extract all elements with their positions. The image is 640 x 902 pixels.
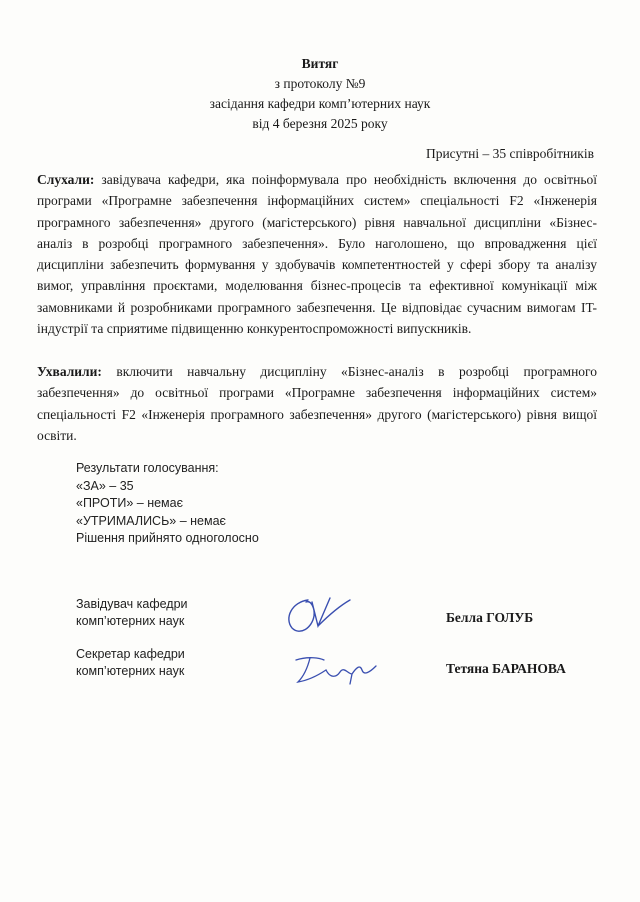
document-header	[0, 54, 640, 134]
resolved-text: включити навчальну дисципліну «Бізнес-аналіз в розробці програмного забезпечення» до освітньої програми «Програмне забезпечення інформаційних систем» спеціальності F2 «Інженерія програмного забезпечення» другого (магістерського) рівня вищої освіти.	[37, 364, 597, 443]
heard-paragraph	[37, 169, 597, 339]
resolved-label: Ухвалили:	[37, 364, 102, 379]
head-role-line1: Завідувач кафедри	[76, 597, 188, 611]
attendance: Присутні – 35 співробітників	[425, 146, 594, 161]
secretary-name: Тетяна БАРАНОВА	[446, 661, 566, 676]
head-role-line2: комп’ютерних наук	[76, 614, 185, 628]
voting-title: Результати голосування:	[76, 461, 219, 475]
heard-text: завідувача кафедри, яка поінформувала про необхідність включення до освітньої програми «Програмне забезпечення інформаційних систем» спеціальності F2 «Інженерія програмного забезпечення» другого (магістерського) рівня навчальної дисципліни «Бізнес-аналіз в розробці програмного забезпечення». Було наголошено, що впровадження цієї дисципліни забезпечить формування у здобувачів компетентностей у сфері збору та аналізу вимог, управління проєктами, моделювання бізнес-процесів та ефективної комунікації між замовниками й розробниками програмного забезпечення. Це відповідає сучасним вимогам IT-індустрії та сприятиме підвищенню конкурентоспроможності випускників.	[37, 172, 597, 337]
protocol-line: з протоколу №9	[274, 76, 366, 91]
vote-for: «ЗА» – 35	[76, 478, 134, 493]
head-role	[76, 596, 188, 630]
secretary-role-line2: комп’ютерних наук	[76, 664, 185, 678]
secretary-signature-image	[290, 652, 390, 688]
voting-results	[76, 460, 259, 548]
resolved-paragraph	[37, 361, 597, 446]
date-line: від 4 березня 2025 року	[252, 116, 388, 131]
secretary-role-line1: Секретар кафедри	[76, 647, 185, 661]
heard-label: Слухали:	[37, 172, 95, 187]
vote-decision: Рішення прийнято одноголосно	[76, 531, 259, 545]
meeting-line: засідання кафедри комп’ютерних наук	[209, 96, 431, 111]
vote-abstained: «УТРИМАЛИСЬ» – немає	[76, 513, 226, 528]
head-name: Белла ГОЛУБ	[446, 610, 534, 625]
document-title: Витяг	[301, 56, 339, 71]
secretary-role	[76, 646, 185, 680]
head-signature-image	[278, 590, 358, 640]
vote-against: «ПРОТИ» – немає	[76, 496, 183, 510]
